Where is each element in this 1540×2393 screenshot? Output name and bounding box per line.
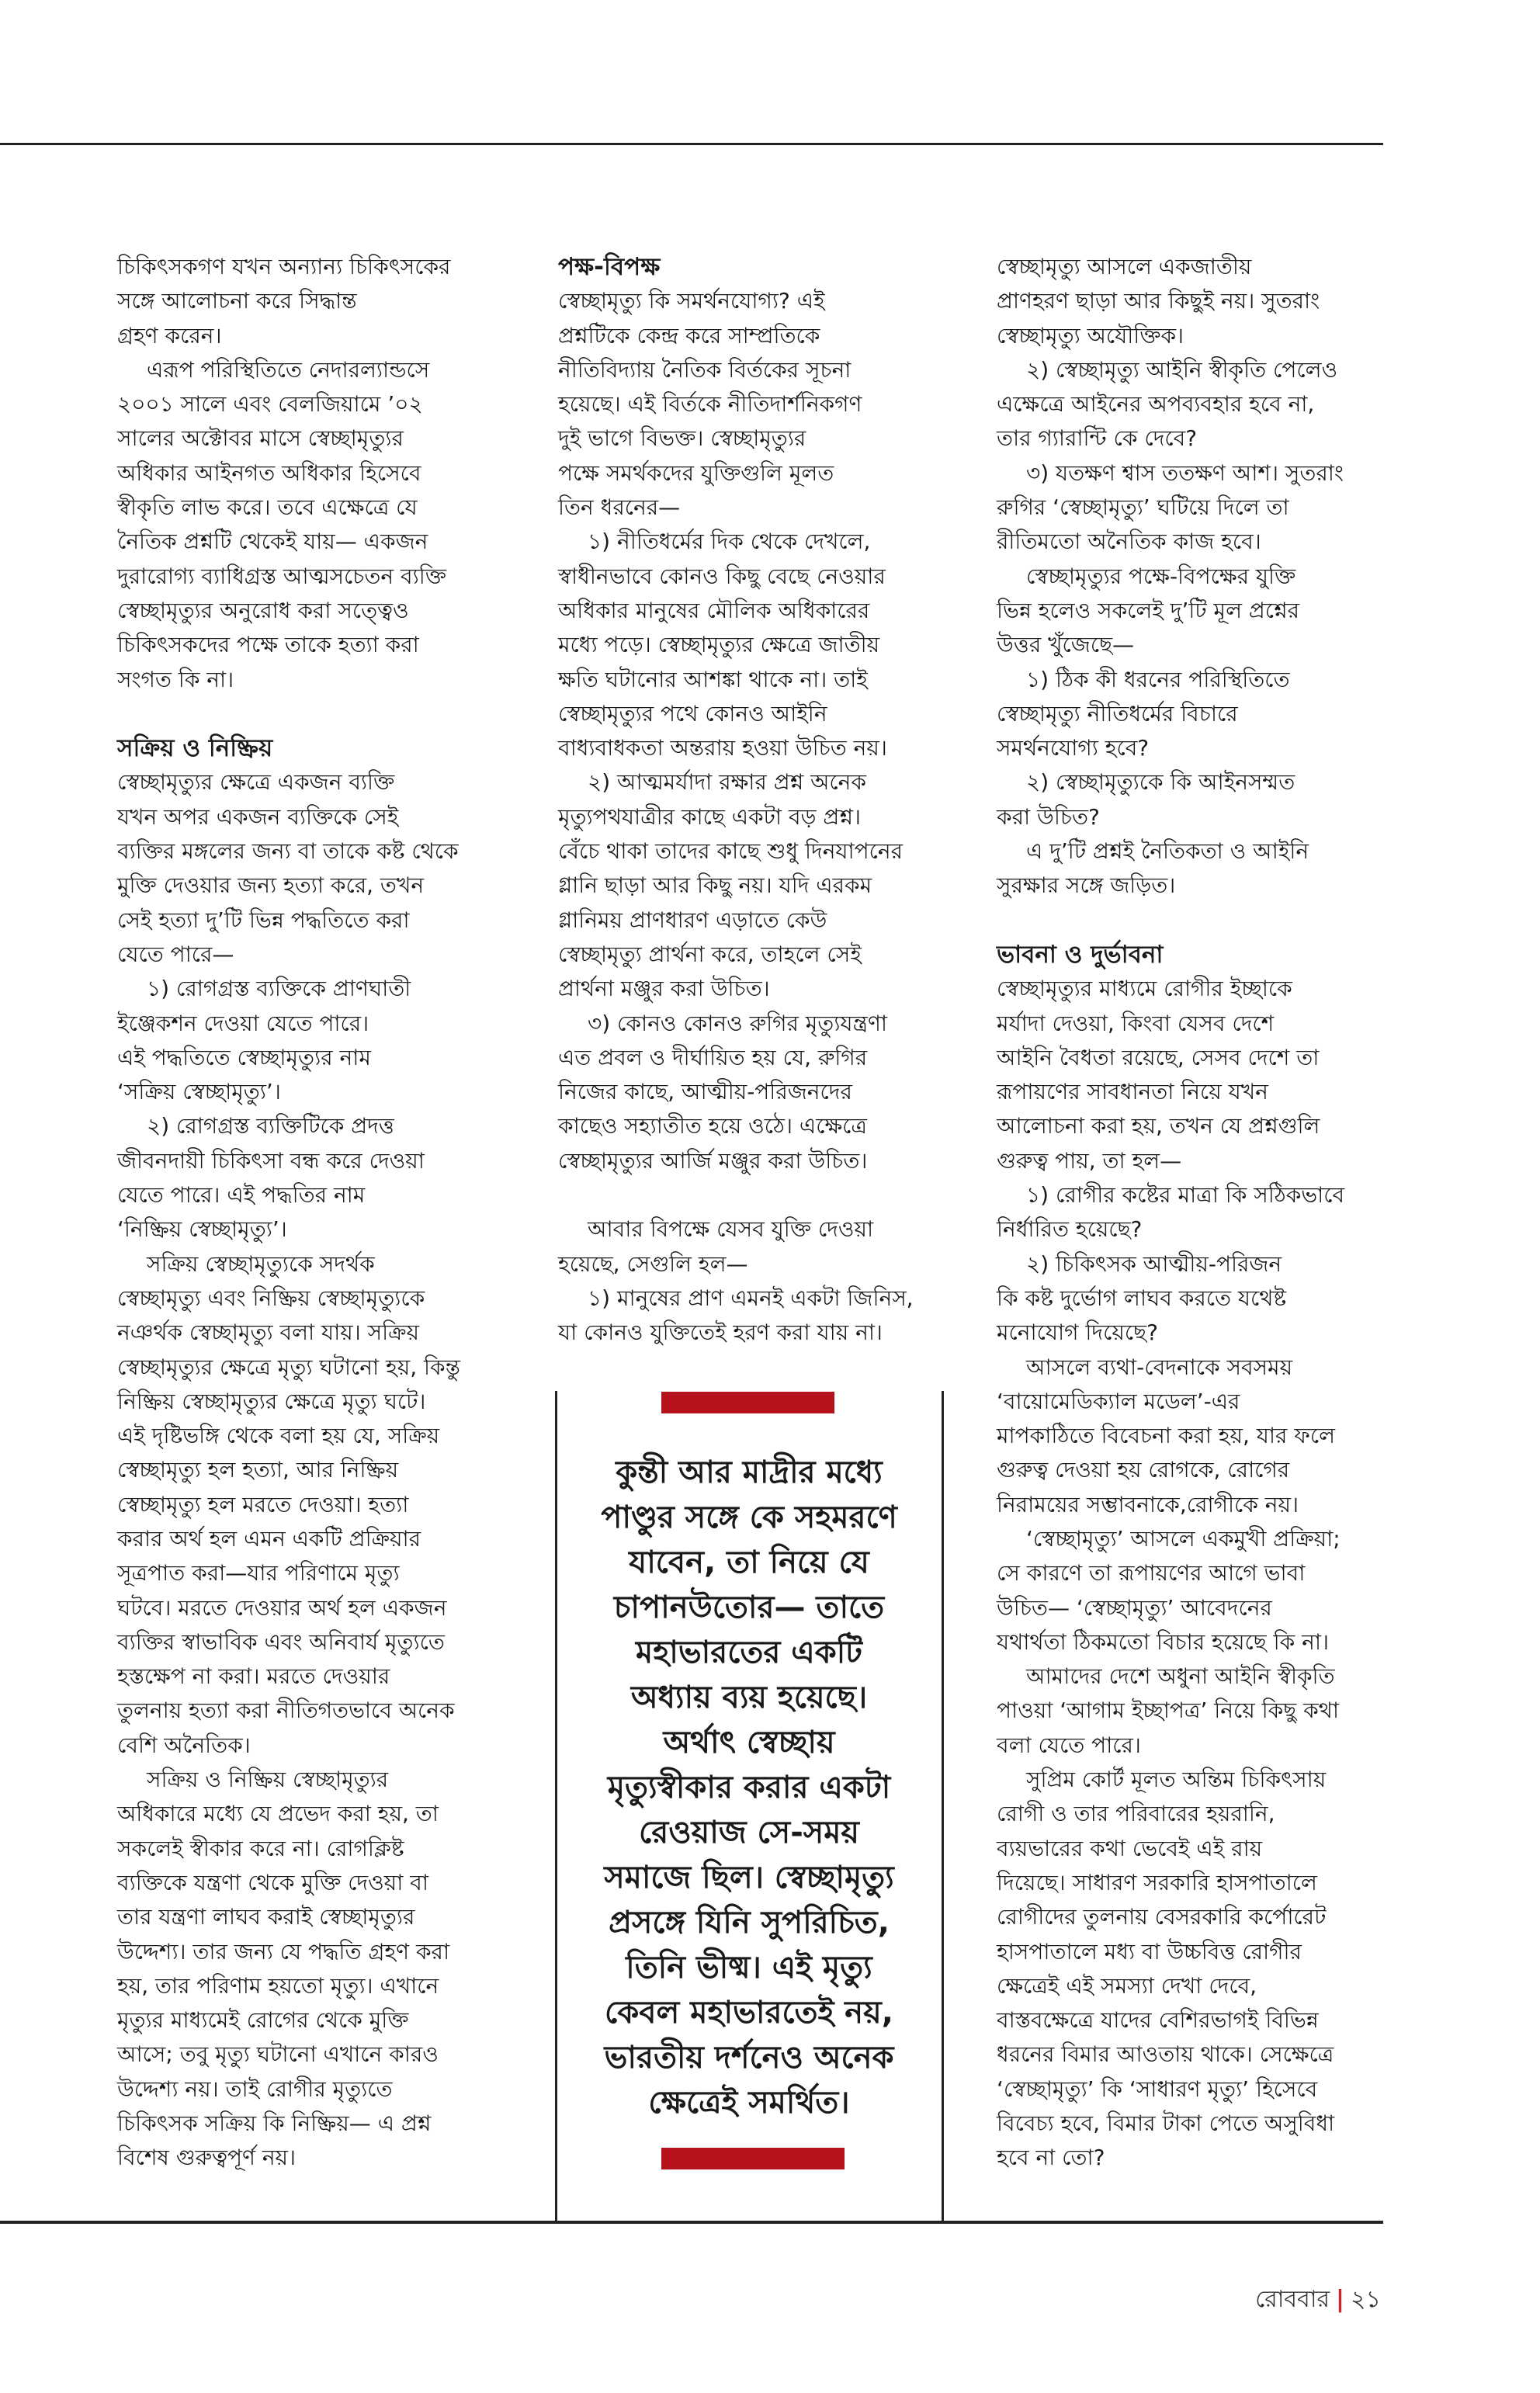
paragraph: এ দু’টি প্রশ্নই নৈতিকতা ও আইনি সুরক্ষার সঙ্গে জড়িত। (997, 838, 1309, 899)
page-footer (1255, 2280, 1381, 2320)
paragraph: ১) রোগীর কষ্টের মাত্রা কি সঠিকভাবে নির্ধারিত হয়েছে? (997, 1182, 1345, 1243)
article-column-3 (997, 250, 1382, 2176)
top-rule (0, 143, 1383, 145)
paragraph: আসলে ব্যথা-বেদনাকে সবসময় ‘বায়োমেডিক্যাল মডেল’-এর মাপকাঠিতে বিবেচনা করা হয়, যার ফলে গুরুত্ব দেওয়া হয় রোগকে, রোগের নিরাময়ের সম্ভাবনাকে,রোগীকে নয়। (997, 1354, 1335, 1517)
paragraph-spacer (997, 903, 1382, 938)
paragraph: স্বেচ্ছামৃত্যুর পক্ষে-বিপক্ষের যুক্তি ভিন্ন হলেও সকলেই দু’টি মূল প্রশ্নের উত্তর খুঁজেছে— (997, 563, 1300, 658)
section-heading: ভাবনা ও দুর্ভাবনা (997, 940, 1164, 969)
paragraph: ২) স্বেচ্ছামৃত্যুকে কি আইনসম্মত করা উচিত? (997, 769, 1295, 830)
page-number: ২১ (1351, 2286, 1381, 2313)
pull-quote-top-red-bar (661, 1392, 834, 1413)
paragraph: ২) চিকিৎসক আত্মীয়-পরিজন কি কষ্ট দুর্ভোগ লাঘব করতে যথেষ্ট মনোযোগ দিয়েছে? (997, 1250, 1287, 1346)
pull-quote-right-divider (942, 1391, 944, 2221)
section-heading: পক্ষ-বিপক্ষ (558, 253, 661, 281)
pull-quote-bottom-red-bar (661, 2148, 845, 2169)
paragraph: ৩) যতক্ষণ শ্বাস ততক্ষণ আশ। সুতরাং রুগির ‘স্বেচ্ছামৃত্যু’ ঘটিয়ে দিলে তা রীতিমতো অনৈতিক কাজ হবে। (997, 460, 1344, 555)
paragraph: স্বেচ্ছামৃত্যু আসলে একজাতীয় প্রাণহরণ ছাড়া আর কিছুই নয়। সুতরাং স্বেচ্ছামৃত্যু অযৌক্তিক। (997, 254, 1320, 349)
paragraph: ‘স্বেচ্ছামৃত্যু’ আসলে একমুখী প্রক্রিয়া; সে কারণে তা রূপায়ণের আগে ভাবা উচিত— ‘স্বেচ্ছামৃত্যু’ আবেদনের যথার্থতা ঠিকমতো বিচার হয়েছে কি না। (997, 1525, 1341, 1655)
paragraph: সক্রিয় ও নিষ্ক্রিয় স্বেচ্ছামৃত্যুর অধিকারে মধ্যে যে প্রভেদ করা হয়, তা সকলেই স্বীকার করে না। রোগক্লিষ্ট ব্যক্তিকে যন্ত্রণা থেকে মুক্তি দেওয়া বা তার যন্ত্রণা লাঘব করাই স্বেচ্ছামৃত্যুর উদ্দেশ্য। তার জন্য যে পদ্ধতি গ্রহণ করা হয়, তার পরিণাম হয়তো মৃত্যু। এখানে মৃত্যুর মাধ্যমেই রোগের থেকে মুক্তি আসে; তবু মৃত্যু ঘটানো এখানে কারও উদ্দেশ্য নয়। তাই রোগীর মৃত্যুতে চিকিৎসক সক্রিয় কি নিষ্ক্রিয়— এ প্রশ্ন বিশেষ গুরুত্বপূর্ণ নয়। (117, 1767, 450, 2171)
paragraph: সক্রিয় স্বেচ্ছামৃত্যুকে সদর্থক স্বেচ্ছামৃত্যু এবং নিষ্ক্রিয় স্বেচ্ছামৃত্যুকে নঞর্থক স্বেচ্ছামৃত্যু বলা যায়। সক্রিয় স্বেচ্ছামৃত্যুর ক্ষেত্রে মৃত্যু ঘটানো হয়, কিন্তু নিষ্ক্রিয় স্বেচ্ছামৃত্যুর ক্ষেত্রে মৃত্যু ঘটে। এই দৃষ্টিভঙ্গি থেকে বলা হয় যে, সক্রিয় স্বেচ্ছামৃত্যু হল হত্যা, আর নিষ্ক্রিয় স্বেচ্ছামৃত্যু হল মরতে দেওয়া। হত্যা করার অর্থ হল এমন একটি প্রক্রিয়ার সূত্রপাত করা—যার পরিণামে মৃত্যু ঘটবে। মরতে দেওয়ার অর্থ হল একজন ব্যক্তির স্বাভাবিক এবং অনিবার্য মৃত্যুতে হস্তক্ষেপ না করা। মরতে দেওয়ার তুলনায় হত্যা করা নীতিগতভাবে অনেক বেশি অনৈতিক। (117, 1250, 460, 1758)
paragraph: আবার বিপক্ষে যেসব যুক্তি দেওয়া হয়েছে, সেগুলি হল— (558, 1216, 874, 1277)
paragraph: স্বেচ্ছামৃত্যু কি সমর্থনযোগ্য? এই প্রশ্নটিকে কেন্দ্র করে সাম্প্রতিকে নীতিবিদ্যায় নৈতিক বির্তকের সূচনা হয়েছে। এই বির্তকে নীতিদার্শনিকগণ দুই ভাগে বিভক্ত। স্বেচ্ছামৃত্যুর পক্ষে সমর্থকদের যুক্তিগুলি মূলত তিন ধরনের— (558, 288, 862, 521)
bottom-rule (0, 2221, 1383, 2224)
publication-name: রোববার (1255, 2286, 1330, 2313)
paragraph: ২) স্বেচ্ছামৃত্যু আইনি স্বীকৃতি পেলেও এক্ষেত্রে আইনের অপব্যবহার হবে না, তার গ্যারান্টি কে দেবে? (997, 356, 1338, 452)
paragraph: চিকিৎসকগণ যখন অন্যান্য চিকিৎসকের সঙ্গে আলোচনা করে সিদ্ধান্ত গ্রহণ করেন। (117, 254, 451, 349)
section-heading: সক্রিয় ও নিষ্ক্রিয় (117, 734, 273, 763)
paragraph: ৩) কোনও কোনও রুগির মৃত্যুযন্ত্রণা এত প্রবল ও দীর্ঘায়িত হয় যে, রুগির নিজের কাছে, আত্মীয়-পরিজনদের কাছেও সহ্যাতীত হয়ে ওঠে। এক্ষেত্রে স্বেচ্ছামৃত্যুর আর্জি মঞ্জুর করা উচিত। (558, 1010, 888, 1174)
paragraph: ১) নীতিধর্মের দিক থেকে দেখলে, স্বাধীনভাবে কোনও কিছু বেছে নেওয়ার অধিকার মানুষের মৌলিক অধিকারের মধ্যে পড়ে। স্বেচ্ছামৃত্যুর ক্ষেত্রে জাতীয় ক্ষতি ঘটানোর আশঙ্কা থাকে না। তাই স্বেচ্ছামৃত্যুর পথে কোনও আইনি বাধ্যবাধকতা অন্তরায় হওয়া উচিত নয়। (558, 529, 887, 761)
paragraph-spacer (117, 697, 501, 731)
paragraph: সুপ্রিম কোর্ট মূলত অন্তিম চিকিৎসায় রোগী ও তার পরিবারের হয়রানি, ব্যয়ভারের কথা ভেবেই এই রায় দিয়েছে। সাধারণ সরকারি হাসপাতালে রোগীদের তুলনায় বেসরকারি কর্পোরেট হাসপাতালে মধ্য বা উচ্চবিত্ত রোগীর ক্ষেত্রেই এই সমস্যা দেখা দেবে, বাস্তবক্ষেত্রে যাদের বেশিরভাগই বিভিন্ন ধরনের বিমার আওতায় থাকে। সেক্ষেত্রে ‘স্বেচ্ছামৃত্যু’ কি ‘সাধারণ মৃত্যু’ হিসেবে বিবেচ্য হবে, বিমার টাকা পেতে অসুবিধা হবে না তো? (997, 1767, 1335, 2171)
paragraph-spacer (558, 1178, 942, 1212)
pull-quote-left-divider (555, 1391, 557, 2221)
paragraph: এরূপ পরিস্থিতিতে নেদারল্যান্ডসে ২০০১ সালে এবং বেলজিয়ামে ’০২ সালের অক্টোবর মাসে স্বেচ্ছামৃত্যুর অধিকার আইনগত অধিকার হিসেবে স্বীকৃতি লাভ করে। তবে এক্ষেত্রে যে নৈতিক প্রশ্নটি থেকেই যায়— একজন দুরারোগ্য ব্যাধিগ্রস্ত আত্মসচেতন ব্যক্তি স্বেচ্ছামৃত্যুর অনুরোধ করা সত্ত্বেও চিকিৎসকদের পক্ষে তাকে হত্যা করা সংগত কি না। (117, 356, 446, 692)
footer-separator: | (1336, 2286, 1345, 2313)
paragraph: ১) ঠিক কী ধরনের পরিস্থিতিতে স্বেচ্ছামৃত্যু নীতিধর্মের বিচারে সমর্থনযোগ্য হবে? (997, 666, 1290, 761)
pull-quote: কুন্তী আর মাদ্রীর মধ্যে পাণ্ডুর সঙ্গে কে সহমরণে যাবেন, তা নিয়ে যে চাপানউতোর— তাতে মহাভারতের একটি অধ্যায় ব্যয় হয়েছে। অর্থাৎ স্বেচ্ছায় মৃত্যুস্বীকার করার একটা রেওয়াজ সে-সময় সমাজে ছিল। স্বেচ্ছামৃত্যু প্রসঙ্গে যিনি সুপরিচিত, তিনি ভীষ্ম। এই মৃত্যু কেবল মহাভারতেই নয়, ভারতীয় দর্শনেও অনেক ক্ষেত্রেই সমর্থিত। (601, 1455, 897, 2121)
paragraph: ১) মানুষের প্রাণ এমনই একটা জিনিস, যা কোনও যুক্তিতেই হরণ করা যায় না। (558, 1285, 914, 1346)
paragraph: স্বেচ্ছামৃত্যুর ক্ষেত্রে একজন ব্যক্তি যখন অপর একজন ব্যক্তিকে সেই ব্যক্তির মঙ্গলের জন্য বা তাকে কষ্ট থেকে মুক্তি দেওয়ার জন্য হত্যা করে, তখন সেই হত্যা দু’টি ভিন্ন পদ্ধতিতে করা যেতে পারে— (117, 769, 459, 967)
paragraph: আমাদের দেশে অধুনা আইনি স্বীকৃতি পাওয়া ‘আগাম ইচ্ছাপত্র’ নিয়ে কিছু কথা বলা যেতে পারে। (997, 1663, 1339, 1758)
paragraph: ২) রোগগ্রস্ত ব্যক্তিটিকে প্রদত্ত জীবনদায়ী চিকিৎসা বন্ধ করে দেওয়া যেতে পারে। এই পদ্ধতির নাম ‘নিষ্ক্রিয় স্বেচ্ছামৃত্যু’। (117, 1113, 425, 1243)
article-column-1 (117, 250, 501, 2176)
paragraph: স্বেচ্ছামৃত্যুর মাধ্যমে রোগীর ইচ্ছাকে মর্যাদা দেওয়া, কিংবা যেসব দেশে আইনি বৈধতা রয়েছে, সেসব দেশে তা রূপায়ণের সাবধানতা নিয়ে যখন আলোচনা করা হয়, তখন যে প্রশ্নগুলি গুরুত্ব পায়, তা হল— (997, 976, 1320, 1174)
paragraph: ১) রোগগ্রস্ত ব্যক্তিকে প্রাণঘাতী ইঞ্জেকশন দেওয়া যেতে পারে। এই পদ্ধতিতে স্বেচ্ছামৃত্যুর নাম ‘সক্রিয় স্বেচ্ছামৃত্যু’। (117, 976, 411, 1105)
paragraph: ২) আত্মমর্যাদা রক্ষার প্রশ্ন অনেক মৃত্যুপথযাত্রীর কাছে একটা বড় প্রশ্ন। বেঁচে থাকা তাদের কাছে শুধু দিনযাপনের গ্লানি ছাড়া আর কিছু নয়। যদি এরকম গ্লানিময় প্রাণধারণ এড়াতে কেউ স্বেচ্ছামৃত্যু প্রার্থনা করে, তাহলে সেই প্রার্থনা মঞ্জুর করা উচিত। (558, 769, 904, 1002)
article-column-2 (558, 250, 942, 1351)
